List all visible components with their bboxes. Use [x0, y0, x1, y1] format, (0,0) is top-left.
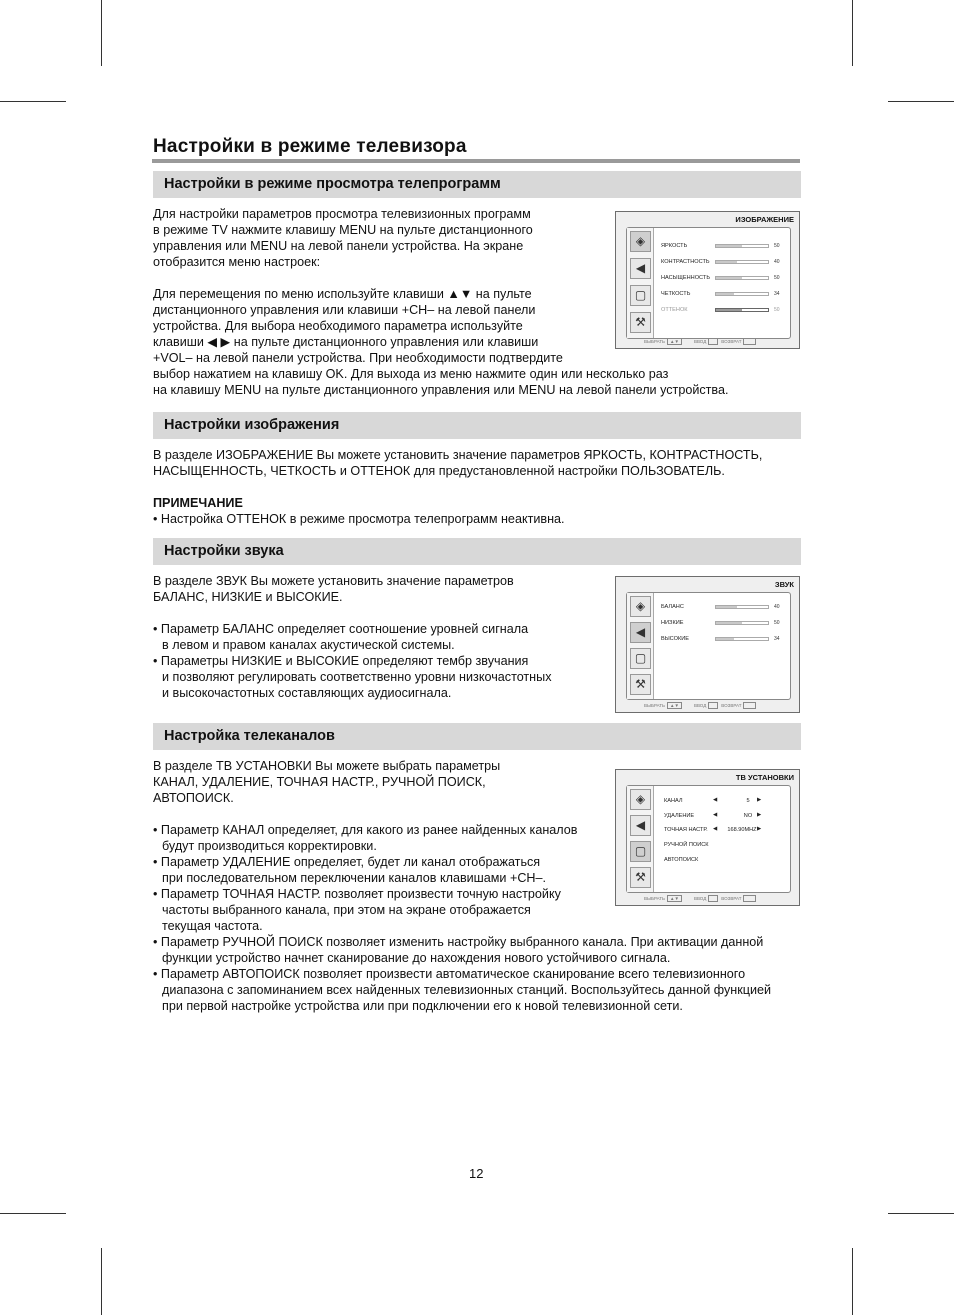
- text-line: и высокочастотных составляющих аудиосигнала.: [162, 686, 452, 700]
- osd-footer-back: ВОЗВРАТ: [721, 703, 742, 708]
- osd-level-bar: [715, 621, 769, 625]
- osd-sound-menu: [615, 576, 800, 713]
- osd-level-bar: [715, 605, 769, 609]
- text-line: выбор нажатием на клавишу OK. Для выхода из меню нажмите один или несколько раз: [153, 367, 669, 381]
- osd-row-value: 34: [774, 636, 780, 642]
- note-heading: ПРИМЕЧАНИЕ: [153, 496, 243, 510]
- osd-level-bar: [715, 308, 769, 312]
- osd-row-label: НАСЫЩЕННОСТЬ: [661, 275, 710, 281]
- osd-footer-back: ВОЗВРАТ: [721, 339, 742, 344]
- crop-mark: [852, 0, 853, 66]
- osd-row-value: 50: [774, 307, 780, 313]
- text-line: НАСЫЩЕННОСТЬ, ЧЕТКОСТЬ и ОТТЕНОК для предустановленной настройки ПОЛЬЗОВАТЕЛЬ.: [153, 464, 725, 478]
- section-heading-sound: [153, 538, 801, 565]
- wrench-icon: ⚒: [630, 867, 651, 888]
- osd-row-value: 40: [774, 604, 780, 610]
- text-line: при первой настройке устройства или при подключении его к новой телевизионной сети.: [162, 999, 683, 1013]
- crop-mark: [101, 1248, 102, 1315]
- osd-icon-column: [627, 786, 654, 892]
- osd-footer-back: ВОЗВРАТ: [721, 896, 742, 901]
- text-line: • Параметр РУЧНОЙ ПОИСК позволяет изменить настройку выбранного канала. При активации данной: [153, 935, 764, 949]
- text-line: управления или MENU на левой панели устройства. На экране: [153, 239, 524, 253]
- text-line: В разделе ЗВУК Вы можете установить значение параметров: [153, 574, 514, 588]
- osd-level-fill: [716, 261, 737, 263]
- sound-intro: [153, 573, 514, 605]
- crop-mark: [888, 101, 954, 102]
- osd-row-label: АВТОПОИСК: [664, 857, 699, 863]
- osd-row-label: ЧЕТКОСТЬ: [661, 291, 691, 297]
- osd-icon-column: [627, 593, 654, 699]
- speaker-icon: ◀: [630, 815, 651, 836]
- text-line: клавиши ◀ ▶ на пульте дистанционного управления или клавиши: [153, 335, 539, 349]
- picture-intro: [153, 447, 762, 479]
- section-heading-viewing: [153, 171, 801, 198]
- left-arrow-icon: ◀: [713, 826, 718, 832]
- osd-row-value: 34: [774, 291, 780, 297]
- osd-level-bar: [715, 292, 769, 296]
- osd-row-label: БАЛАНС: [661, 604, 684, 610]
- osd-row-label: КАНАЛ: [664, 798, 683, 804]
- text-line: +VOL– на левой панели устройства. При необходимости подтвердите: [153, 351, 563, 365]
- tv-icon: ▢: [630, 285, 651, 306]
- osd-footer: [644, 702, 758, 709]
- text-line: • Параметр КАНАЛ определяет, для какого из ранее найденных каналов: [153, 823, 578, 837]
- section-heading-text: Настройки изображения: [164, 417, 340, 433]
- text-line: АВТОПОИСК.: [153, 791, 234, 805]
- osd-footer-select: ВЫБРАТЬ: [644, 339, 665, 344]
- text-line: в левом и правом каналах акустической системы.: [162, 638, 455, 652]
- text-line: диапазона с запоминанием всех найденных телевизионных станций. Воспользуйтесь данной функцией: [162, 983, 772, 997]
- osd-level-fill: [716, 638, 734, 640]
- osd-row-label: ЯРКОСТЬ: [661, 243, 688, 249]
- text-line: устройства. Для выбора необходимого параметра используйте: [153, 319, 523, 333]
- up-down-keys-icon: ▲▼: [667, 702, 682, 709]
- text-line: • Параметр УДАЛЕНИЕ определяет, будет ли канал отображаться: [153, 855, 541, 869]
- text-line: БАЛАНС, НИЗКИЕ и ВЫСОКИЕ.: [153, 590, 343, 604]
- text-line: В разделе ТВ УСТАНОВКИ Вы можете выбрать параметры: [153, 759, 501, 773]
- crop-mark: [101, 0, 102, 66]
- title-divider: [152, 159, 800, 163]
- osd-picture-menu: [615, 211, 800, 349]
- picture-icon: ◈: [630, 596, 651, 617]
- osd-panel: [626, 592, 791, 700]
- page-title: Настройки в режиме телевизора: [153, 136, 467, 157]
- text-line: В разделе ИЗОБРАЖЕНИЕ Вы можете установить значение параметров ЯРКОСТЬ, КОНТРАСТНОСТЬ,: [153, 448, 763, 462]
- right-arrow-icon: ▶: [757, 812, 762, 818]
- crop-mark: [888, 1213, 954, 1214]
- section-heading-picture: [153, 412, 801, 439]
- osd-footer: [644, 338, 758, 345]
- up-down-keys-icon: ▲▼: [667, 895, 682, 902]
- section-heading-text: Настройки в режиме просмотра телепрограмм: [164, 176, 501, 192]
- wrench-icon: ⚒: [630, 312, 651, 333]
- osd-footer-enter: ВВОД: [693, 703, 707, 708]
- text-line: дистанционного управления или клавиши +CH– на левой панели: [153, 303, 536, 317]
- osd-level-bar: [715, 244, 769, 248]
- speaker-icon: ◀: [630, 622, 651, 643]
- note-text: • Настройка ОТТЕНОК в режиме просмотра телепрограмм неактивна.: [153, 512, 565, 526]
- ok-key-icon: [708, 338, 718, 345]
- osd-panel: [626, 785, 791, 893]
- osd-level-fill: [716, 293, 734, 295]
- menu-key-icon: [743, 702, 755, 709]
- osd-level-fill: [716, 606, 737, 608]
- channels-intro: [153, 758, 500, 806]
- right-arrow-icon: ▶: [757, 826, 762, 832]
- osd-footer: [644, 895, 758, 902]
- picture-icon: ◈: [630, 789, 651, 810]
- left-arrow-icon: ◀: [713, 797, 718, 803]
- osd-footer-select: ВЫБРАТЬ: [644, 896, 665, 901]
- osd-icon-column: [627, 228, 654, 338]
- text-line: текущая частота.: [162, 919, 263, 933]
- text-line: и позволяют регулировать соответственно уровни низкочастотных: [162, 670, 552, 684]
- text-line: частоты выбранного канала, при этом на экране отображается: [162, 903, 531, 917]
- text-line: на клавишу MENU на пульте дистанционного управления или MENU на левой панели устройства.: [153, 383, 729, 397]
- osd-panel: [626, 227, 791, 339]
- osd-level-bar: [715, 637, 769, 641]
- text-line: • Параметры НИЗКИЕ и ВЫСОКИЕ определяют тембр звучания: [153, 654, 529, 668]
- osd-title: ЗВУК: [774, 580, 794, 589]
- ok-key-icon: [708, 895, 718, 902]
- osd-row-label: НИЗКИЕ: [661, 620, 684, 626]
- section-heading-channels: [153, 723, 801, 750]
- osd-level-fill: [716, 309, 742, 311]
- crop-mark: [0, 1213, 66, 1214]
- left-arrow-icon: ◀: [713, 812, 718, 818]
- osd-tv-setup-menu: [615, 769, 800, 906]
- osd-row-label: ВЫСОКИЕ: [661, 636, 689, 642]
- menu-key-icon: [743, 895, 755, 902]
- osd-row-value: 168.90MHZ: [727, 827, 757, 833]
- osd-level-fill: [716, 277, 742, 279]
- section-heading-text: Настройки звука: [164, 543, 284, 559]
- osd-level-fill: [716, 622, 742, 624]
- menu-key-icon: [743, 338, 755, 345]
- right-arrow-icon: ▶: [757, 797, 762, 803]
- osd-footer-enter: ВВОД: [693, 339, 707, 344]
- picture-icon: ◈: [630, 231, 651, 252]
- osd-row-label: КОНТРАСТНОСТЬ: [661, 259, 710, 265]
- osd-row-label: ОТТЕНОК: [661, 307, 688, 313]
- text-line: будут производиться корректировки.: [162, 839, 377, 853]
- text-line: Для перемещения по меню используйте клавиши ▲▼ на пульте: [153, 287, 532, 301]
- text-line: при последовательном переключении каналов клавишами +CH–.: [162, 871, 547, 885]
- text-line: • Параметр АВТОПОИСК позволяет произвести автоматическое сканирование всего телевизионного: [153, 967, 746, 981]
- osd-footer-enter: ВВОД: [693, 896, 707, 901]
- text-line: • Параметр БАЛАНС определяет соотношение уровней сигнала: [153, 622, 529, 636]
- section-heading-text: Настройка телеканалов: [164, 728, 335, 744]
- osd-row-value: 50: [774, 620, 780, 626]
- text-line: • Параметр ТОЧНАЯ НАСТР. позволяет произвести точную настройку: [153, 887, 561, 901]
- osd-row-label: УДАЛЕНИЕ: [664, 813, 695, 819]
- osd-row-value: 50: [774, 243, 780, 249]
- tv-icon: ▢: [630, 841, 651, 862]
- text-line: отобразится меню настроек:: [153, 255, 321, 269]
- osd-row-value: 40: [774, 259, 780, 265]
- picture-note: [153, 495, 565, 527]
- osd-level-fill: [716, 245, 742, 247]
- osd-title: ИЗОБРАЖЕНИЕ: [735, 215, 794, 224]
- osd-row-label: РУЧНОЙ ПОИСК: [664, 842, 709, 848]
- text-line: Для настройки параметров просмотра телевизионных программ: [153, 207, 531, 221]
- viewing-intro: [153, 206, 533, 270]
- osd-row-value: 5: [746, 798, 750, 804]
- ok-key-icon: [708, 702, 718, 709]
- osd-level-bar: [715, 276, 769, 280]
- text-line: функции устройство начнет сканирование до нахождения нового устойчивого сигнала.: [162, 951, 671, 965]
- crop-mark: [852, 1248, 853, 1315]
- crop-mark: [0, 101, 66, 102]
- osd-title: ТВ УСТАНОВКИ: [735, 773, 794, 782]
- wrench-icon: ⚒: [630, 674, 651, 695]
- text-line: в режиме TV нажмите клавишу MENU на пульте дистанционного: [153, 223, 533, 237]
- sound-bullets: [153, 621, 552, 701]
- up-down-keys-icon: ▲▼: [667, 338, 682, 345]
- osd-row-value: 50: [774, 275, 780, 281]
- osd-level-bar: [715, 260, 769, 264]
- speaker-icon: ◀: [630, 258, 651, 279]
- page-number: 12: [469, 1166, 484, 1181]
- osd-row-value: NO: [743, 813, 753, 819]
- osd-row-label: ТОЧНАЯ НАСТР.: [664, 827, 708, 833]
- osd-footer-select: ВЫБРАТЬ: [644, 703, 665, 708]
- text-line: КАНАЛ, УДАЛЕНИЕ, ТОЧНАЯ НАСТР., РУЧНОЙ ПОИСК,: [153, 775, 486, 789]
- tv-icon: ▢: [630, 648, 651, 669]
